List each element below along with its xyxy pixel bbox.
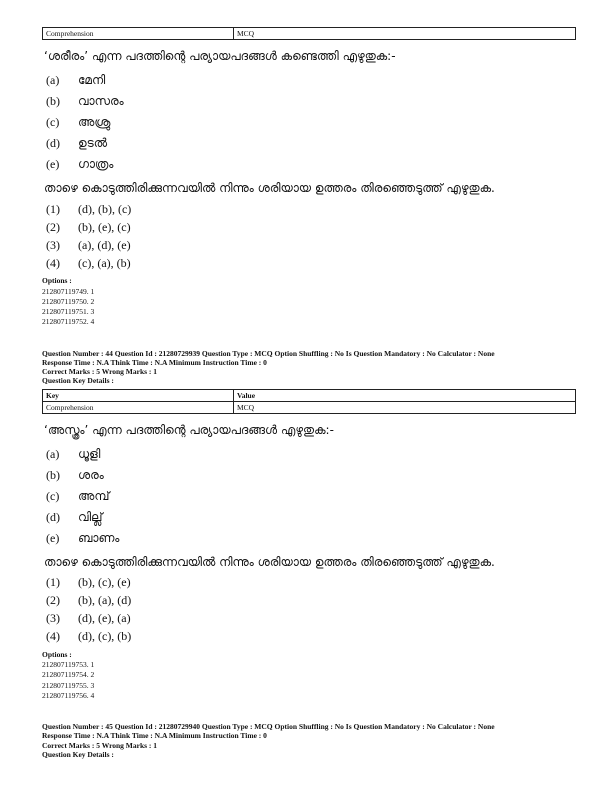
meta-line: Response Time : N.A Think Time : N.A Minimum Instruction Time : 0 (42, 357, 267, 367)
answer-choice: (3) (a), (d), (e) (46, 237, 131, 252)
answer-choice: (1) (d), (b), (c) (46, 201, 132, 216)
option-item: (c) അമ്പ് (46, 488, 110, 503)
option-item: (e) ബാണം (46, 530, 120, 545)
option-id: 212807119756. 4 (42, 690, 95, 700)
answer-choice: (2) (b), (e), (c) (46, 219, 131, 234)
option-item: (b) ശരം (46, 467, 104, 482)
meta-line: Question Key Details : (42, 749, 114, 759)
option-id: 212807119753. 1 (42, 660, 95, 669)
value-header: Value (234, 389, 576, 401)
option-id: 212807119751. 3 (42, 307, 95, 317)
value-cell: MCQ (234, 401, 576, 413)
key-cell: Comprehension (43, 401, 234, 413)
table-row (43, 401, 576, 413)
key-header: Key (43, 389, 234, 401)
table-header-row (43, 389, 576, 401)
option-item: (d) വില്ല് (46, 509, 103, 524)
option-id: 212807119755. 3 (42, 680, 95, 690)
question-text: ‘അസ്ത്രം’ എന്ന പദത്തിന്റെ പര്യായപദങ്ങൾ എഴുതുക:- (44, 422, 334, 437)
option-id: 212807119752. 4 (42, 317, 95, 327)
answer-choice: (1) (b), (c), (e) (46, 575, 131, 589)
question-meta (42, 349, 576, 386)
table-row (43, 28, 576, 40)
option-id: 212807119749. 1 (42, 286, 95, 296)
options-heading: Options : (42, 276, 72, 285)
option-item: (d) ഉടൽ (46, 136, 108, 150)
option-item: (a) മേനി (46, 73, 106, 87)
meta-line: Question Number : 44 Question Id : 21280729939 Question Type : MCQ Option Shuffling : No Is Question Mandatory : No Calculator : None (42, 348, 495, 358)
meta-line: Question Key Details : (42, 376, 114, 386)
option-id-list (42, 287, 576, 328)
options-heading: Options : (42, 649, 72, 659)
option-item: (c) അശ്രു (46, 115, 111, 129)
option-id: 212807119754. 2 (42, 670, 95, 680)
document-page (42, 27, 576, 759)
option-id-list (42, 660, 576, 701)
meta-line: Correct Marks : 5 Wrong Marks : 1 (42, 740, 158, 750)
instruction-text: താഴെ കൊടുത്തിരിക്കുന്നവയിൽ നിന്നും ശരിയായ ഉത്തരം തിരഞ്ഞെടുത്ത് എഴുതുക. (44, 181, 495, 195)
option-item: (b) വാസരം (46, 94, 124, 108)
value-cell: MCQ (234, 28, 576, 40)
meta-line: Question Number : 45 Question Id : 21280729940 Question Type : MCQ Option Shuffling : No Is Question Mandatory : No Calculator : None (42, 722, 495, 732)
option-id: 212807119750. 2 (42, 296, 95, 306)
question-key-table (42, 27, 576, 40)
question-text: ‘ശരീരം’ എന്ന പദത്തിന്റെ പര്യായപദങ്ങൾ കണ്ടെത്തി എഴുതുക:- (44, 49, 396, 63)
instruction-text: താഴെ കൊടുത്തിരിക്കുന്നവയിൽ നിന്നും ശരിയായ ഉത്തരം തിരഞ്ഞെടുത്ത് എഴുതുക. (44, 554, 495, 569)
meta-line: Correct Marks : 5 Wrong Marks : 1 (42, 367, 158, 377)
question-meta (42, 722, 576, 759)
question-key-table (42, 389, 576, 414)
option-item: (e) ഗാത്രം (46, 157, 114, 171)
meta-line: Response Time : N.A Think Time : N.A Minimum Instruction Time : 0 (42, 731, 267, 741)
key-cell: Comprehension (43, 28, 234, 40)
option-item: (a) ധൂളി (46, 446, 101, 461)
answer-choice: (3) (d), (e), (a) (46, 611, 131, 625)
answer-choice: (2) (b), (a), (d) (46, 593, 132, 607)
answer-choice: (4) (c), (a), (b) (46, 255, 131, 270)
answer-choice: (4) (d), (c), (b) (46, 629, 132, 643)
